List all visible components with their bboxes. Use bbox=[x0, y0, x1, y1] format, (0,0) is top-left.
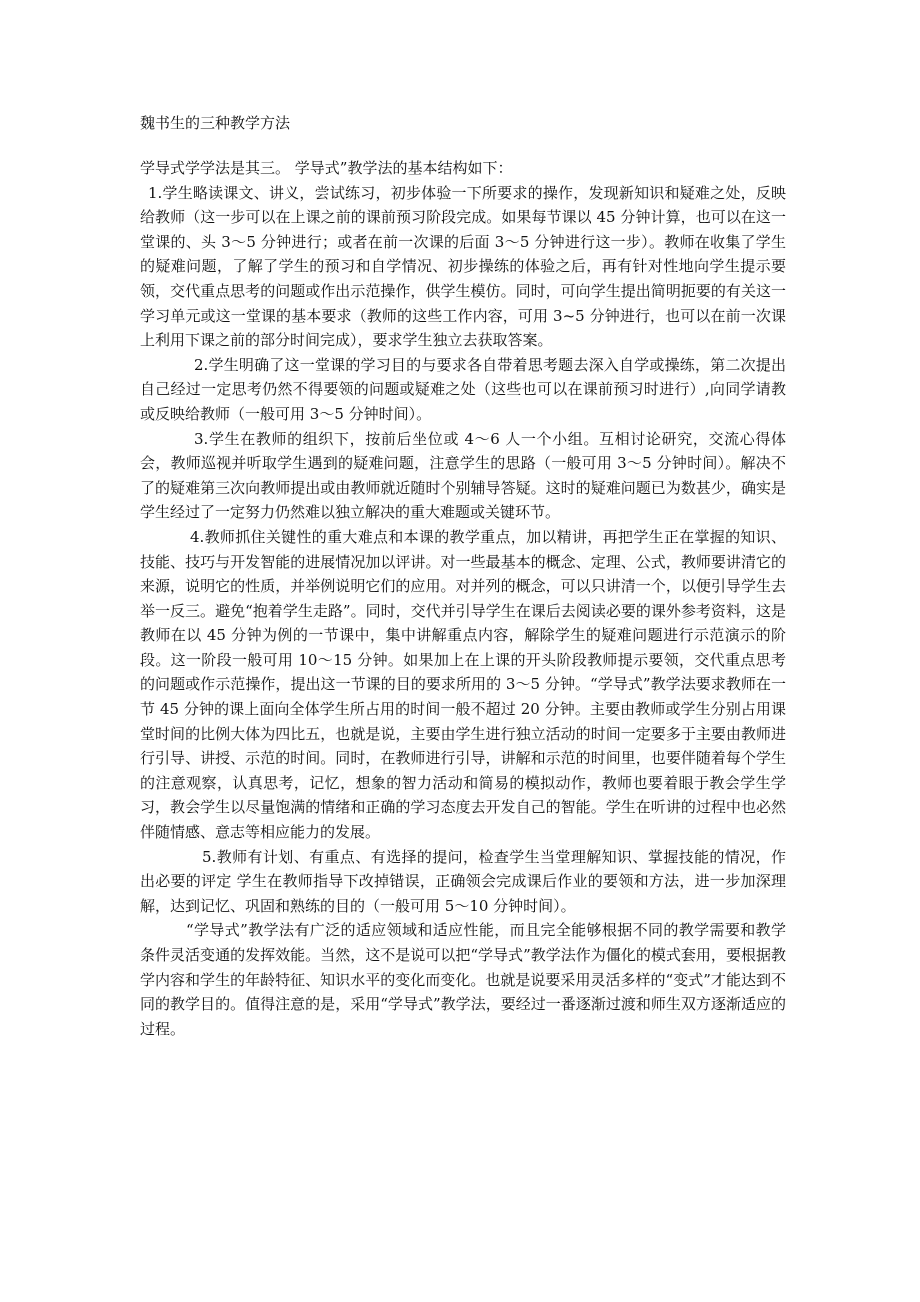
document-body bbox=[140, 156, 786, 1041]
paragraph-conclusion: “学导式”教学法有广泛的适应领域和适应性能，而且完全能够根据不同的教学需要和教学条件灵活变通的发挥效能。当然，这不是说可以把“学导式”教学法作为僵化的模式套用，要根据教学内容和学生的年龄特征、知识水平的变化而变化。也就是说要采用灵活多样的“变式”才能达到不同的教学目的。值得注意的是，采用“学导式”教学法，要经过一番逐渐过渡和师生双方逐渐适应的过程。 bbox=[140, 921, 786, 1038]
paragraph-intro: 学导式学学法是其三。 学导式”教学法的基本结构如下： bbox=[140, 159, 513, 177]
paragraph-step-5: 5.教师有计划、有重点、有选择的提问，检查学生当堂理解知识、掌握技能的情况，作出必要的评定 学生在教师指导下改掉错误，正确领会完成课后作业的要领和方法，进一步加深理解，达到记忆、巩固和熟练的目的（一般可用 5～10 分钟时间）。 bbox=[140, 847, 786, 915]
paragraph-step-3: 3.学生在教师的组织下，按前后坐位或 4～6 人一个小组。互相讨论研究，交流心得体会，教师巡视并听取学生遇到的疑难问题，注意学生的思路（一般可用 3～5 分钟时间）。解决不了的疑难第三次向教师提出或由教师就近随时个别辅导答疑。这时的疑难问题已为数甚少，确实是学生经过了一定努力仍然难以独立解决的重大难题或关键环节。 bbox=[140, 429, 786, 522]
paragraph-step-2: 2.学生明确了这一堂课的学习目的与要求各自带着思考题去深入自学或操练，第二次提出自己经过一定思考仍然不得要领的问题或疑难之处（这些也可以在课前预习时进行）,向同学请教或反映给教师（一般可用 3～5 分钟时间）。 bbox=[140, 355, 786, 423]
paragraph-step-4: 4.教师抓住关键性的重大难点和本课的教学重点，加以精讲，再把学生正在掌握的知识、技能、技巧与开发智能的进展情况加以评讲。对一些最基本的概念、定理、公式，教师要讲清它的来源，说明它的性质，并举例说明它们的应用。对并列的概念，可以只讲清一个，以便引导学生去举一反三。避免“抱着学生走路”。同时，交代并引导学生在课后去阅读必要的课外参考资料，这是教师在以 45 分钟为例的一节课中，集中讲解重点内容，解除学生的疑难问题进行示范演示的阶段。这一阶段一般可用 10～15 分钟。如果加上在上课的开头阶段教师提示要领，交代重点思考的问题或作示范操作，提出这一节课的目的要求所用的 3～5 分钟。“学导式”教学法要求教师在一节 45 分钟的课上面向全体学生所占用的时间一般不超过 20 分钟。主要由教师或学生分别占用课堂时间的比例大体为四比五，也就是说，主要由学生进行独立活动的时间一定要多于主要由教师进行引导、讲授、示范的时间。同时，在教师进行引导，讲解和示范的时间里，也要伴随着每个学生的注意观察，认真思考，记忆，想象的智力活动和简易的模拟动作，教师也要着眼于教会学生学习，教会学生以尽量饱满的情绪和正确的学习态度去开发自己的智能。学生在听讲的过程中也必然伴随情感、意志等相应能力的发展。 bbox=[140, 527, 786, 842]
paragraph-step-1: 1.学生略读课文、讲义，尝试练习，初步体验一下所要求的操作，发现新知识和疑难之处，反映给教师（这一步可以在上课之前的课前预习阶段完成。如果每节课以 45 分钟计算，也可以在这一堂课的、头 3～5 分钟进行；或者在前一次课的后面 3～5 分钟进行这一步）。教师在收集了学生的疑难问题，了解了学生的预习和自学情况、初步操练的体验之后，再有针对性地向学生提示要领，交代重点思考的问题或作出示范操作，供学生模仿。同时，可向学生提出简明扼要的有关这一学习单元或这一堂课的基本要求（教师的这些工作内容，可用 3~5 分钟进行，也可以在前一次课上利用下课之前的部分时间完成），要求学生独立去获取答案。 bbox=[140, 183, 786, 350]
document-title: 魏书生的三种教学方法 bbox=[140, 114, 291, 132]
